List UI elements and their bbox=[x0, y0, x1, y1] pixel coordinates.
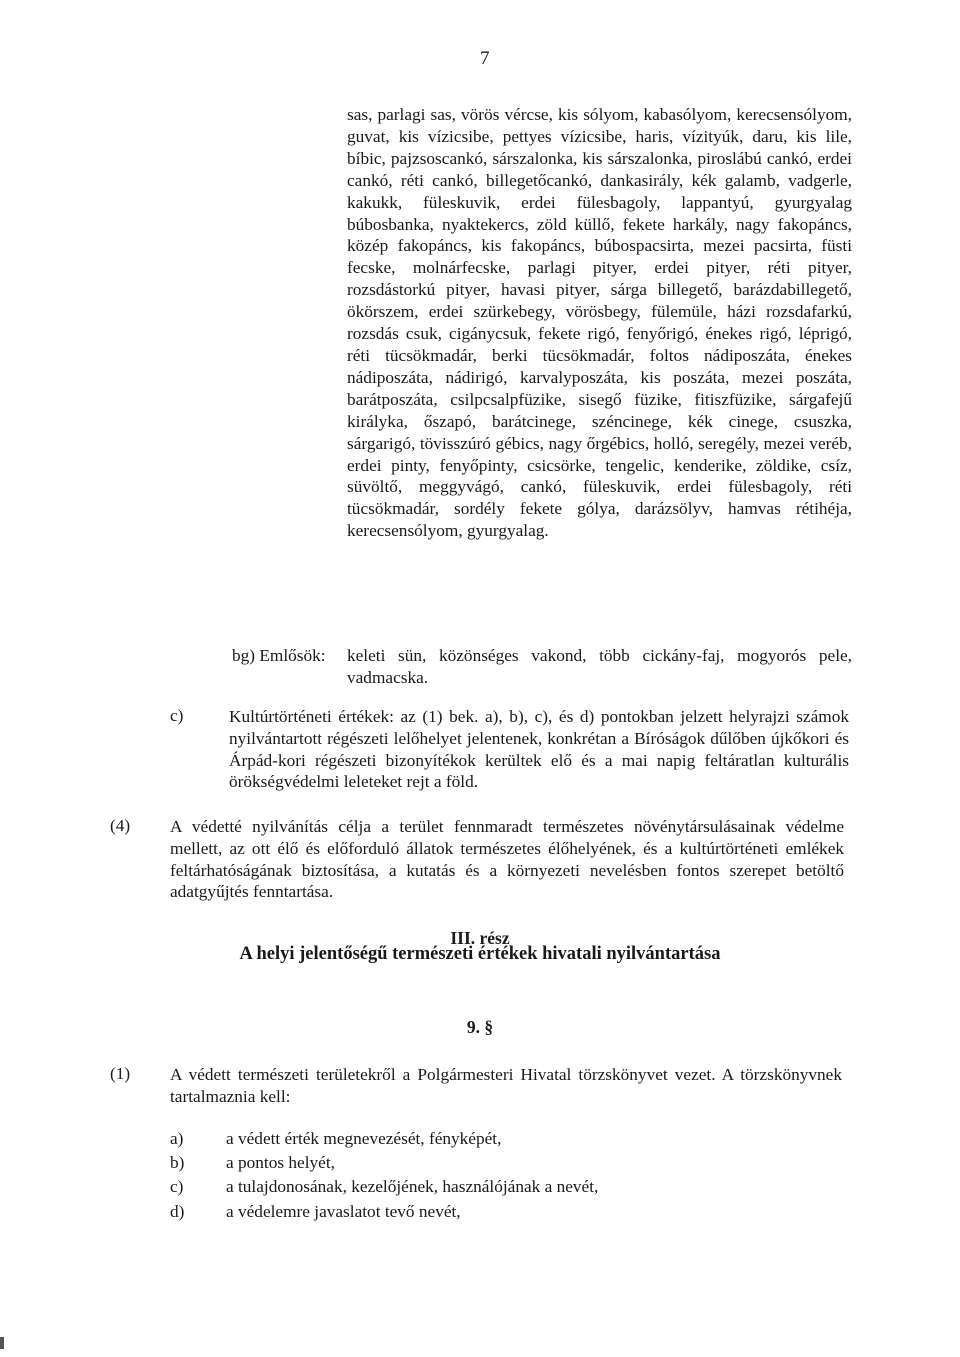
page-number: 7 bbox=[480, 48, 490, 69]
section-number: 9. § bbox=[466, 1017, 494, 1037]
cultural-label: c) bbox=[170, 706, 184, 725]
list-text: a tulajdonosának, kezelőjének, használójának a nevét, bbox=[226, 1177, 599, 1197]
list-item bbox=[170, 1177, 598, 1201]
list-text: a védelemre javaslatot tevő nevét, bbox=[226, 1201, 461, 1221]
section-title: A helyi jelentőségű természeti értékek hivatali nyilvántartása bbox=[239, 944, 721, 964]
cultural-text: Kultúrtörténeti értékek: az (1) bek. a), b), c), és d) pontokban jelzett helyrajzi számok nyilvántartott régészeti lelőhelyet jelentenek, konkrétan a Bíróságok dűlőben újkőkori és Árpád-kori régészeti bizonyítékok kerültek elő és a mai napig feltáratlan kulturális örökségvédelmi leleteket rejt a föld. bbox=[229, 707, 849, 792]
list-item bbox=[170, 1129, 598, 1153]
scan-mark bbox=[0, 1337, 4, 1349]
part-heading: III. rész bbox=[450, 928, 510, 948]
paragraph-1-label: (1) bbox=[110, 1064, 131, 1083]
list-marker: c) bbox=[170, 1177, 184, 1197]
requirements-list bbox=[170, 1129, 598, 1226]
mammals-text: keleti sün, közönséges vakond, több cickány-faj, mogyorós pele, vadmacska. bbox=[347, 646, 852, 687]
birds-list: sas, parlagi sas, vörös vércse, kis sólyom, kabasólyom, kerecsensólyom, guvat, kis vízicsibe, pettyes vízicsibe, haris, vízityúk, daru, kis lile, bíbic, pajzsoscankó, sárszalonka, kis sárszalonka, piroslábú cankó, erdei cankó, réti cankó, billegetőcankó, dankasirály, kék galamb, vadgerle, kakukk, füleskuvik, erdei fülesbagoly, lappantyú, gyurgyalag búbosbanka, nyaktekercs, zöld küllő, fekete harkály, nagy fakopáncs, közép fakopáncs, kis fakopáncs, búbospacsirta, mezei pacsirta, füsti fecske, molnárfecske, parlagi pityer, erdei pityer, réti pityer, rozsdástorkú pityer, havasi pityer, sárga billegető, barázdabillegető, ökörszem, erdei szürkebegy, vörösbegy, fülemüle, házi rozsdafarkú, rozsdás csuk, cigánycsuk, fekete rigó, fenyőrigó, énekes rigó, léprigó, réti tücsökmadár, berki tücsökmadár, foltos nádiposzáta, énekes nádiposzáta, nádirigó, karvalyposzáta, kis poszáta, mezei poszáta, barátposzáta, csilpcsalpfüzike, sisegő füzike, fitiszfüzike, sárgafejű királyka, őszapó, barátcinege, széncinege, kék cinege, csuszka, sárgarigó, tövisszúró gébics, nagy őrgébics, holló, seregély, mezei veréb, erdei pinty, fenyőpinty, csicsörke, tengelic, kenderike, zöldike, csíz, süvöltő, meggyvágó, cankó, füleskuvik, erdei fülesbagoly, réti tücsökmadár, sordély fekete gólya, darázsölyv, hamvas rétihéja, kerecsensólyom, gyurgyalag. bbox=[347, 105, 852, 541]
list-marker: b) bbox=[170, 1153, 185, 1173]
paragraph-4-text: A védetté nyilvánítás célja a terület fennmaradt természetes növénytársulásainak védelme mellett, az ott élő és előforduló állatok természetes élőhelyének, és a kultúrtörténeti emlékek feltárhatóságának biztosítása, a kutatás és a környezeti nevelésben fontos szerepet betöltő adatgyűjtés fenntartása. bbox=[170, 817, 844, 902]
list-item bbox=[170, 1202, 598, 1226]
list-item bbox=[170, 1153, 598, 1177]
mammals-label: bg) Emlősök: bbox=[232, 646, 326, 665]
paragraph-1-text: A védett természeti területekről a Polgármesteri Hivatal törzskönyvet vezet. A törzskönyvnek tartalmaznia kell: bbox=[170, 1065, 842, 1106]
list-text: a pontos helyét, bbox=[226, 1153, 335, 1173]
list-marker: a) bbox=[170, 1129, 184, 1148]
paragraph-4-label: (4) bbox=[110, 816, 131, 835]
list-marker: d) bbox=[170, 1201, 185, 1221]
list-text: a védett érték megnevezését, fényképét, bbox=[226, 1129, 502, 1148]
